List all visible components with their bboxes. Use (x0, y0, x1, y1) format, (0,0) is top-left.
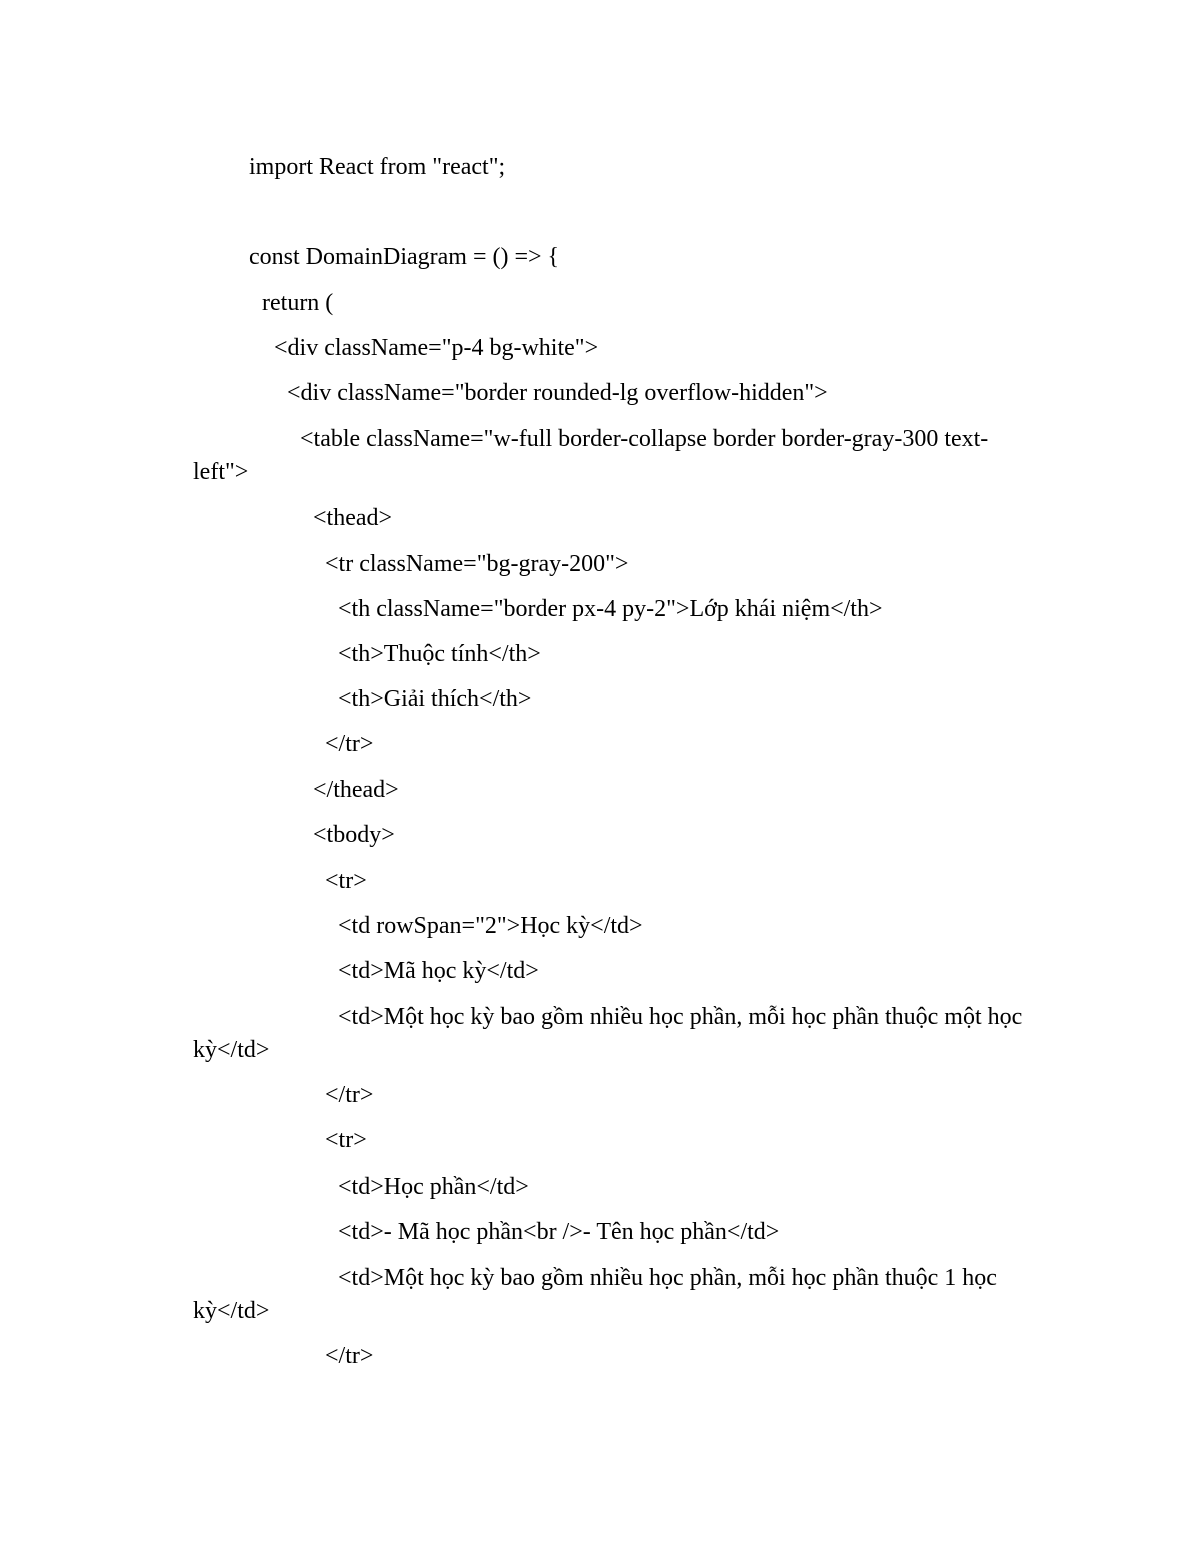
code-line-div-outer: <div className="p-4 bg-white"> (274, 335, 599, 361)
code-line-td-thuoc-tinh: <td>- Mã học phần<br />- Tên học phần</td> (338, 1219, 780, 1245)
code-line-thead-open: <thead> (313, 505, 393, 531)
code-line-import: import React from "react"; (249, 154, 506, 180)
code-line-td-hoc-phan: <td>Học phần</td> (338, 1174, 529, 1200)
code-line-tr-head-close: </tr> (325, 731, 374, 757)
code-line-tr-2-open: <tr> (325, 1127, 367, 1153)
code-line-th-3: <th>Giải thích</th> (338, 686, 532, 712)
code-line-tr-2-close: </tr> (325, 1343, 374, 1369)
code-line-th-2: <th>Thuộc tính</th> (338, 641, 541, 667)
code-line-td-rowspan: <td rowSpan="2">Học kỳ</td> (338, 913, 643, 939)
code-line-td-giai-thich-1: <td>Một học kỳ bao gồm nhiều học phần, mỗi học phần thuộc một học (338, 1004, 1023, 1030)
code-line-td-giai-thich-1-wrap: kỳ</td> (193, 1037, 270, 1063)
code-line-th-1: <th className="border px-4 py-2">Lớp khái niệm</th> (338, 596, 883, 622)
code-line-table-open: <table className="w-full border-collapse border border-gray-300 text- (300, 426, 989, 452)
code-line-table-wrap: left"> (193, 459, 249, 485)
code-line-return: return ( (262, 290, 334, 316)
code-line-tbody-open: <tbody> (313, 822, 395, 848)
code-line-thead-close: </thead> (313, 777, 399, 803)
code-line-td-giai-thich-2: <td>Một học kỳ bao gồm nhiều học phần, mỗi học phần thuộc 1 học (338, 1265, 997, 1291)
code-line-td-giai-thich-2-wrap: kỳ</td> (193, 1298, 270, 1324)
code-line-tr-1-open: <tr> (325, 868, 367, 894)
code-line-td-ma-hoc-ky: <td>Mã học kỳ</td> (338, 958, 539, 984)
code-line-div-inner: <div className="border rounded-lg overflow-hidden"> (287, 380, 828, 406)
code-line-const: const DomainDiagram = () => { (249, 244, 560, 270)
code-line-tr-1-close: </tr> (325, 1082, 374, 1108)
code-line-tr-head-open: <tr className="bg-gray-200"> (325, 551, 629, 577)
